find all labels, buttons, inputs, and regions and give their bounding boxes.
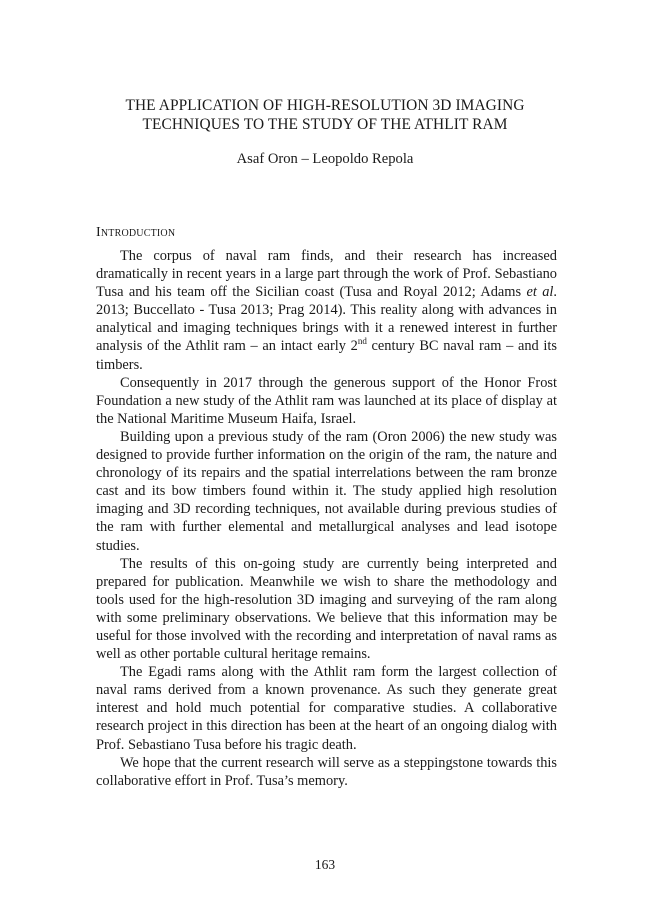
paragraph-2: Consequently in 2017 through the generous support of the Honor Frost Foundation a new study of the Athlit ram was launched at its place of display at the National Maritime Museum Haifa, Israel. <box>96 374 557 427</box>
article-authors: Asaf Oron – Leopoldo Repola <box>236 151 414 167</box>
article-title-line-1: THE APPLICATION OF HIGH-RESOLUTION 3D IMAGING <box>125 97 525 114</box>
article-body <box>96 247 557 790</box>
paragraph-1-et-al: et al <box>526 284 554 301</box>
paragraph-6: We hope that the current research will serve as a steppingstone towards this collaborative effort in Prof. Tusa’s memory. <box>96 754 557 789</box>
paragraph-1 <box>96 247 557 374</box>
section-heading-introduction: Introduction <box>96 225 176 240</box>
page-number: 163 <box>314 857 336 872</box>
article-title-line-2: TECHNIQUES TO THE STUDY OF THE ATHLIT RAM <box>142 116 508 133</box>
paragraph-4: The results of this on-going study are currently being interpreted and prepared for publication. Meanwhile we wish to share the methodology and tools used for the high-resolution 3D imaging and surveying of the ram along with some preliminary observations. We believe that this information may be useful for those involved with the recording and interpretation of naval rams as well as other portable cultural heritage remains. <box>96 555 557 663</box>
paragraph-5: The Egadi rams along with the Athlit ram form the largest collection of naval rams derived from a known provenance. As such they generate great interest and hold much potential for comparative studies. A collaborative research project in this direction has been at the heart of an ongoing dialog with Prof. Sebastiano Tusa before his tragic death. <box>96 664 557 753</box>
paragraph-1-superscript: nd <box>357 336 367 347</box>
article-title <box>0 96 650 134</box>
paragraph-1-text-b: . 2013; Buccellato - Tusa 2013; Prag 2014). This reality along with advances in analytical and imaging techniques brings with it a renewed interest in further analysis of the Athlit ram – an intact early 2 <box>96 284 557 355</box>
paragraph-1-text-a: The corpus of naval ram finds, and their research has increased dramatically in recent years in a large part through the work of Prof. Sebastiano Tusa and his team off the Sicilian coast (Tusa and Royal 2012; Adams <box>96 248 557 301</box>
paragraph-1-text-c: century BC naval ram – and its timbers. <box>96 338 558 373</box>
paragraph-3: Building upon a previous study of the ram (Oron 2006) the new study was designed to provide further information on the origin of the ram, the nature and chronology of its repairs and the spatial interrelations between the ram bronze cast and its bow timbers found within it. The study applied high resolution imaging and 3D recording techniques, not available during previous studies of the ram with further elemental and metallurgical analyses and lead isotope studies. <box>96 428 557 554</box>
